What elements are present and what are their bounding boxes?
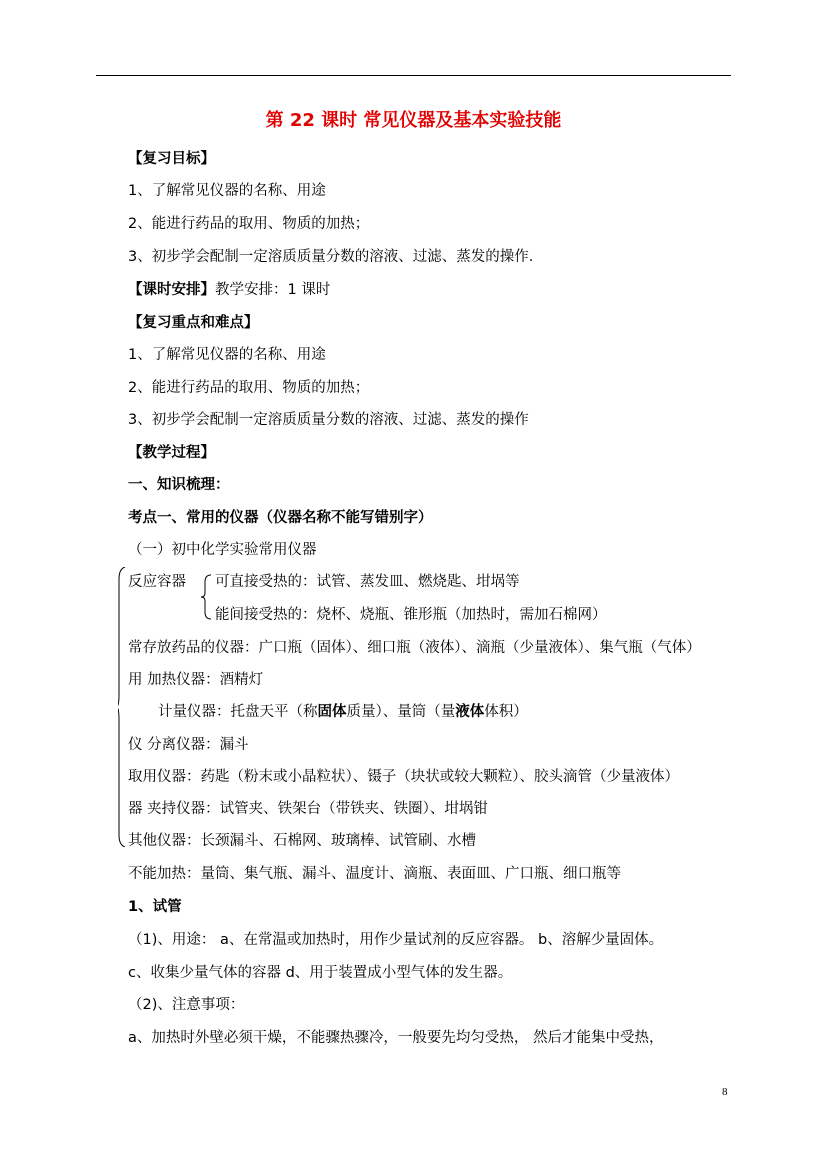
focus-item: 3、初步学会配制一定溶质质量分数的溶液、过滤、蒸发的操作 <box>128 412 529 428</box>
page-number: 8 <box>722 1086 728 1098</box>
usage-line-2: c、收集少量气体的容器 d、用于装置成小型气体的发生器。 <box>128 965 513 981</box>
notes-heading: （2)、注意事项： <box>128 997 245 1013</box>
schedule-line <box>128 280 330 300</box>
measure-line: 计量仪器：托盘天平（称固体质量）、量筒（量液体体积） <box>158 704 528 720</box>
point-one-heading: 考点一、常用的仪器（仪器名称不能写错别字） <box>128 510 433 526</box>
focus-item: 1、了解常见仪器的名称、用途 <box>128 347 326 363</box>
schedule-text: 教学安排：1 课时 <box>215 282 331 298</box>
separate-line: 仪 分离仪器：漏斗 <box>128 737 249 753</box>
tube-heading: 1、试管 <box>128 899 182 915</box>
goal-item: 3、初步学会配制一定溶质质量分数的溶液、过滤、蒸发的操作. <box>128 249 534 265</box>
focus-item: 2、能进行药品的取用、物质的加热； <box>128 380 370 396</box>
sub-heading: （一）初中化学实验常用仪器 <box>128 542 317 558</box>
other-line: 其他仪器：长颈漏斗、石棉网、玻璃棒、试管刷、水槽 <box>128 833 476 849</box>
page-title: 第 22 课时 常见仪器及基本实验技能 <box>265 110 562 131</box>
section-goals: 【复习目标】 <box>128 151 215 167</box>
small-brace <box>200 574 212 620</box>
section-focus: 【复习重点和难点】 <box>128 315 259 331</box>
reaction-indirect: 能间接受热的：烧杯、烧瓶、锥形瓶（加热时，需加石棉网） <box>215 607 607 623</box>
usage-line-1: （1)、用途： a、在常温或加热时，用作少量试剂的反应容器。 b、溶解少量固体。 <box>128 932 664 948</box>
left-brace <box>118 567 126 847</box>
notes-a: a、加热时外壁必须干燥，不能骤热骤冷，一般要先均匀受热， 然后才能集中受热， <box>128 1030 664 1046</box>
storage-line: 常存放药品的仪器：广口瓶（固体）、细口瓶（液体）、滴瓶（少量液体）、集气瓶（气体） <box>128 640 701 656</box>
part-one-heading: 一、知识梳理： <box>128 477 230 493</box>
reaction-direct: 可直接受热的：试管、蒸发皿、燃烧匙、坩埚等 <box>215 574 520 590</box>
header-rule <box>96 75 731 76</box>
holding-line: 器 夹持仪器：试管夹、铁架台（带铁夹、铁圈）、坩埚钳 <box>128 801 488 817</box>
heating-line: 用 加热仪器：酒精灯 <box>128 672 264 688</box>
taking-line: 取用仪器：药匙（粉末或小晶粒状）、镊子（块状或较大颗粒）、胶头滴管（少量液体） <box>128 769 679 785</box>
goal-item: 2、能进行药品的取用、物质的加热； <box>128 216 370 232</box>
schedule-label: 【课时安排】 <box>128 282 215 298</box>
section-process: 【教学过程】 <box>128 445 215 461</box>
reaction-label: 反应容器 <box>128 574 186 590</box>
goal-item: 1、了解常见仪器的名称、用途 <box>128 183 326 199</box>
no-heat-line: 不能加热：量筒、集气瓶、漏斗、温度计、滴瓶、表面皿、广口瓶、细口瓶等 <box>128 866 621 882</box>
